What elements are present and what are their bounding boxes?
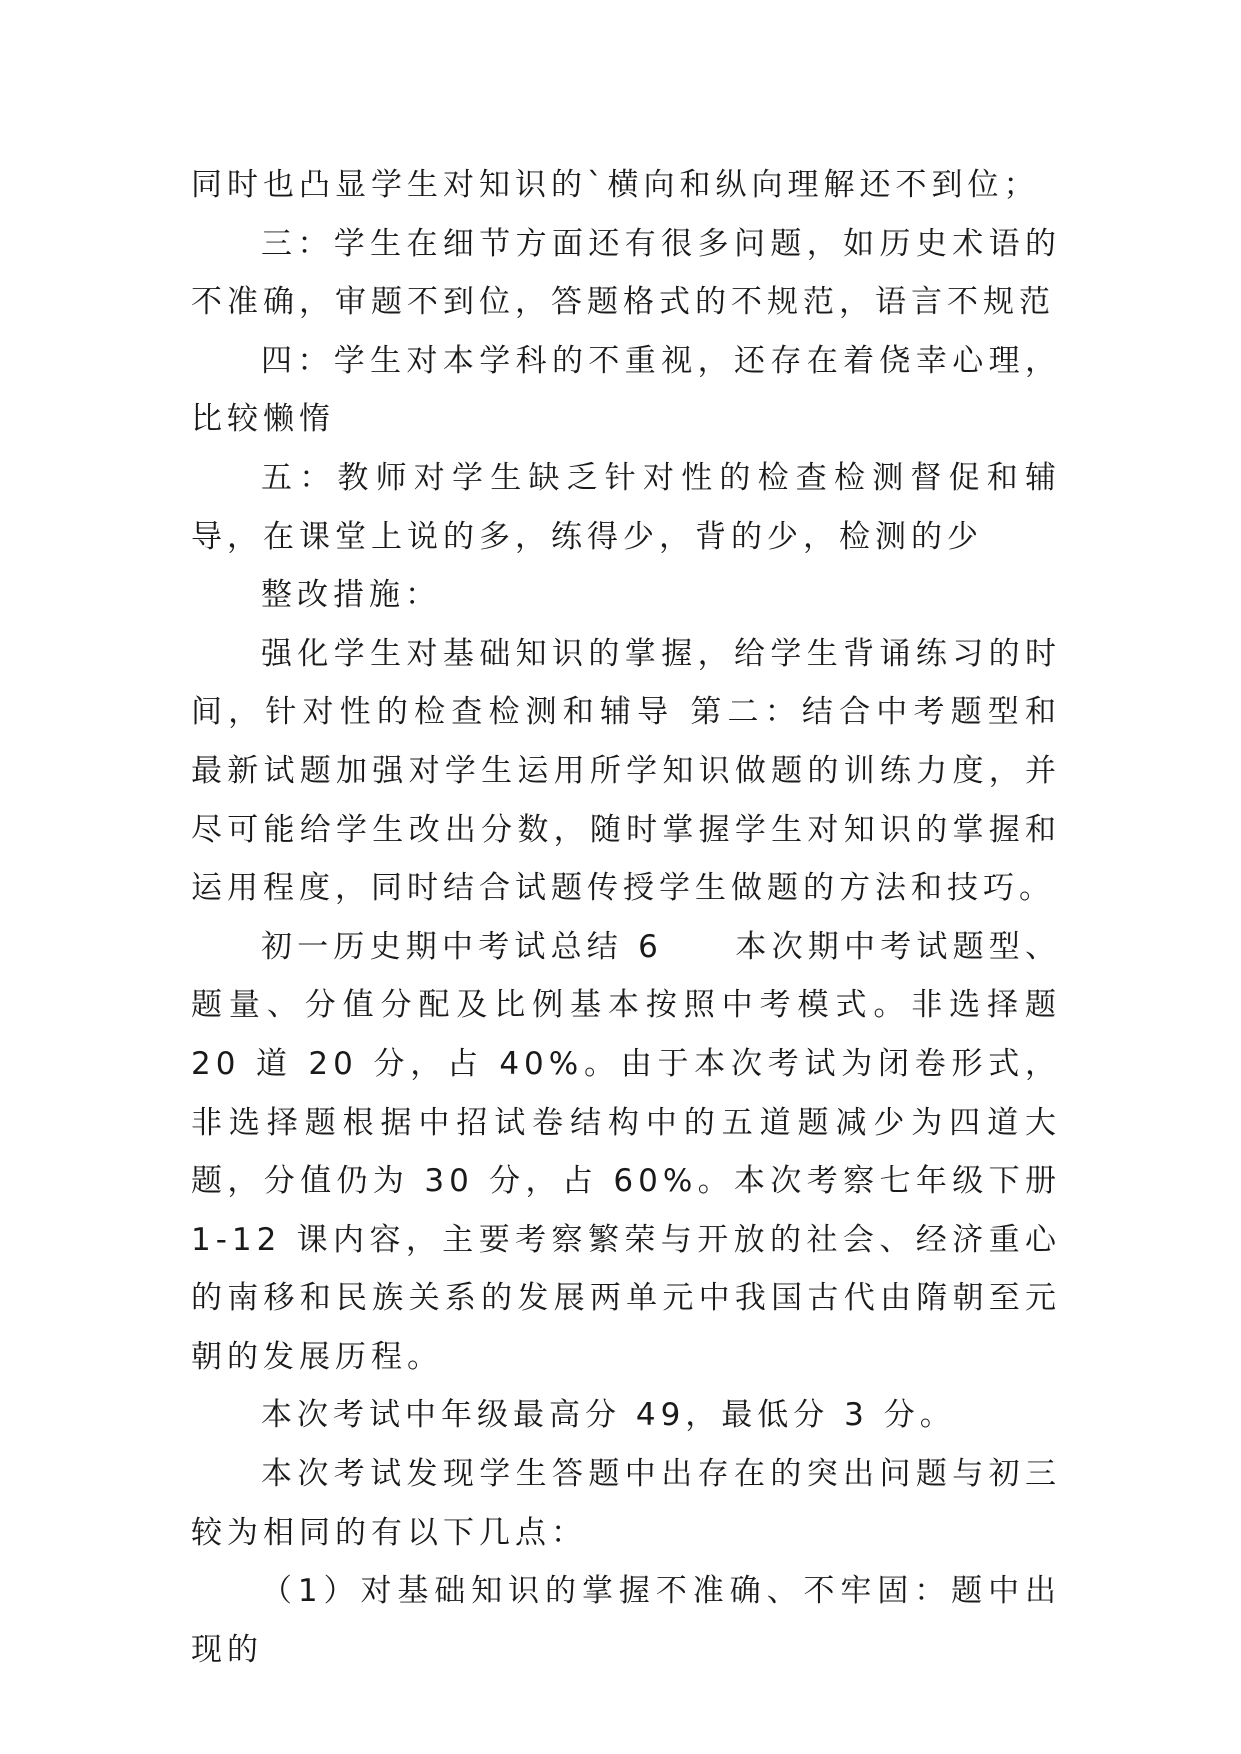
paragraph-scores: 本次考试中年级最高分 49，最低分 3 分。 [261, 1397, 956, 1434]
paragraph-measures: 强化学生对基础知识的掌握，给学生背诵练习的时间，针对性的检查检测和辅导 第二：结合中考题型和最新试题加强对学生运用所学知识做题的训练力度，并尽可能给学生改出分数，随时掌握学生对知识的掌握和运用程度，同时结合试题传授学生做题的方法和技巧。 [191, 635, 1061, 907]
paragraph-problem-one: （1）对基础知识的掌握不准确、不牢固：题中出现的 [191, 1573, 1061, 1668]
paragraph-problems-intro: 本次考试发现学生答题中出存在的突出问题与初三较为相同的有以下几点： [191, 1456, 1061, 1551]
paragraph-issue-five: 五：教师对学生缺乏针对性的检查检测督促和辅导，在课堂上说的多，练得少，背的少，检测的少 [191, 459, 1061, 555]
paragraph-continuation: 同时也凸显学生对知识的`横向和纵向理解还不到位； [191, 167, 1040, 203]
paragraph-issue-four: 四：学生对本学科的不重视，还存在着侥幸心理，比较懒惰 [191, 342, 1061, 438]
paragraph-issue-three: 三：学生在细节方面还有很多问题，如历史术语的不准确，审题不到位，答题格式的不规范，语言不规范 [191, 225, 1061, 321]
document-body [191, 156, 1061, 1679]
paragraph-summary-six: 初一历史期中考试总结 6 本次期中考试题型、题量、分值分配及比例基本按照中考模式。非选择题 20 道 20 分，占 40%。由于本次考试为闭卷形式，非选择题根据中招试卷结构中的五道题减少为四道大题，分值仍为 30 分，占 60%。本次考察七年级下册 1-12 课内容，主要考察繁荣与开放的社会、经济重心的南移和民族关系的发展两单元中我国古代由隋朝至元朝的发展历程。 [191, 928, 1061, 1375]
paragraph-measures-heading: 整改措施： [261, 577, 441, 614]
